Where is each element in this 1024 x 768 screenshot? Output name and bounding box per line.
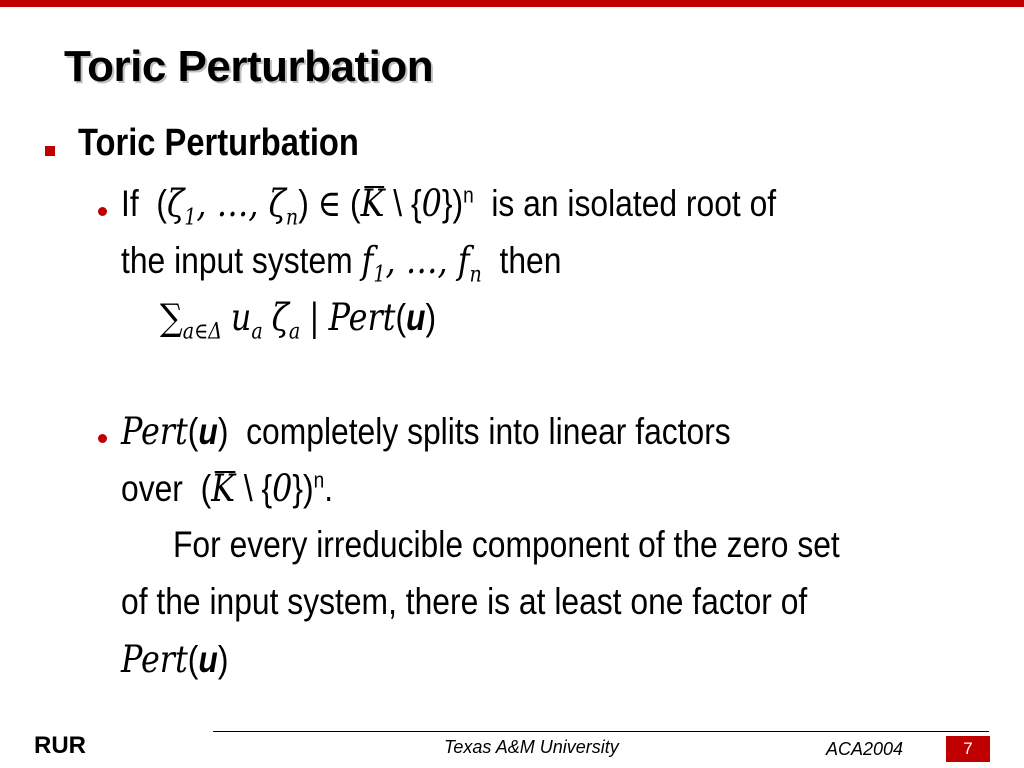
item2-line5: Pert(u) [121, 638, 229, 681]
footer-university: Texas A&M University [444, 737, 619, 757]
top-accent-bar [0, 0, 1024, 7]
round-bullet-icon [98, 207, 107, 216]
footer-logo: RUR [34, 732, 86, 759]
footer-conference: ACA2004 [826, 739, 904, 759]
k-bar-symbol: K [360, 182, 385, 225]
footer-divider [213, 731, 989, 732]
item2-line3: For every irreducible component of the zero set [173, 524, 840, 565]
item2-line4: of the input system, there is at least one factor of [121, 581, 808, 622]
page-number-badge: 7 [946, 736, 990, 762]
item2-line1: Pert(u) completely splits into linear factors [121, 410, 731, 453]
item2-line2: over (K \ {0})$^n$. [121, 467, 334, 510]
k-bar-symbol: K [211, 467, 235, 510]
bullet-heading: Toric Perturbation [78, 122, 359, 164]
item1-line1: If ($\zeta_1$, …, $\zeta_n$) ∈ (K \ {0})$^n$ is an isolated root of [121, 182, 777, 231]
item1-line2: the input system $f_1$, …, $f_n$ then [121, 239, 562, 288]
slide-title: Toric Perturbation [64, 42, 434, 91]
round-bullet-icon [98, 434, 107, 443]
square-bullet-icon [45, 146, 55, 156]
item1-formula: $\sum_{a\in\Delta}$ $u_a$ $\zeta_a$ | Pert(u) [160, 296, 437, 345]
